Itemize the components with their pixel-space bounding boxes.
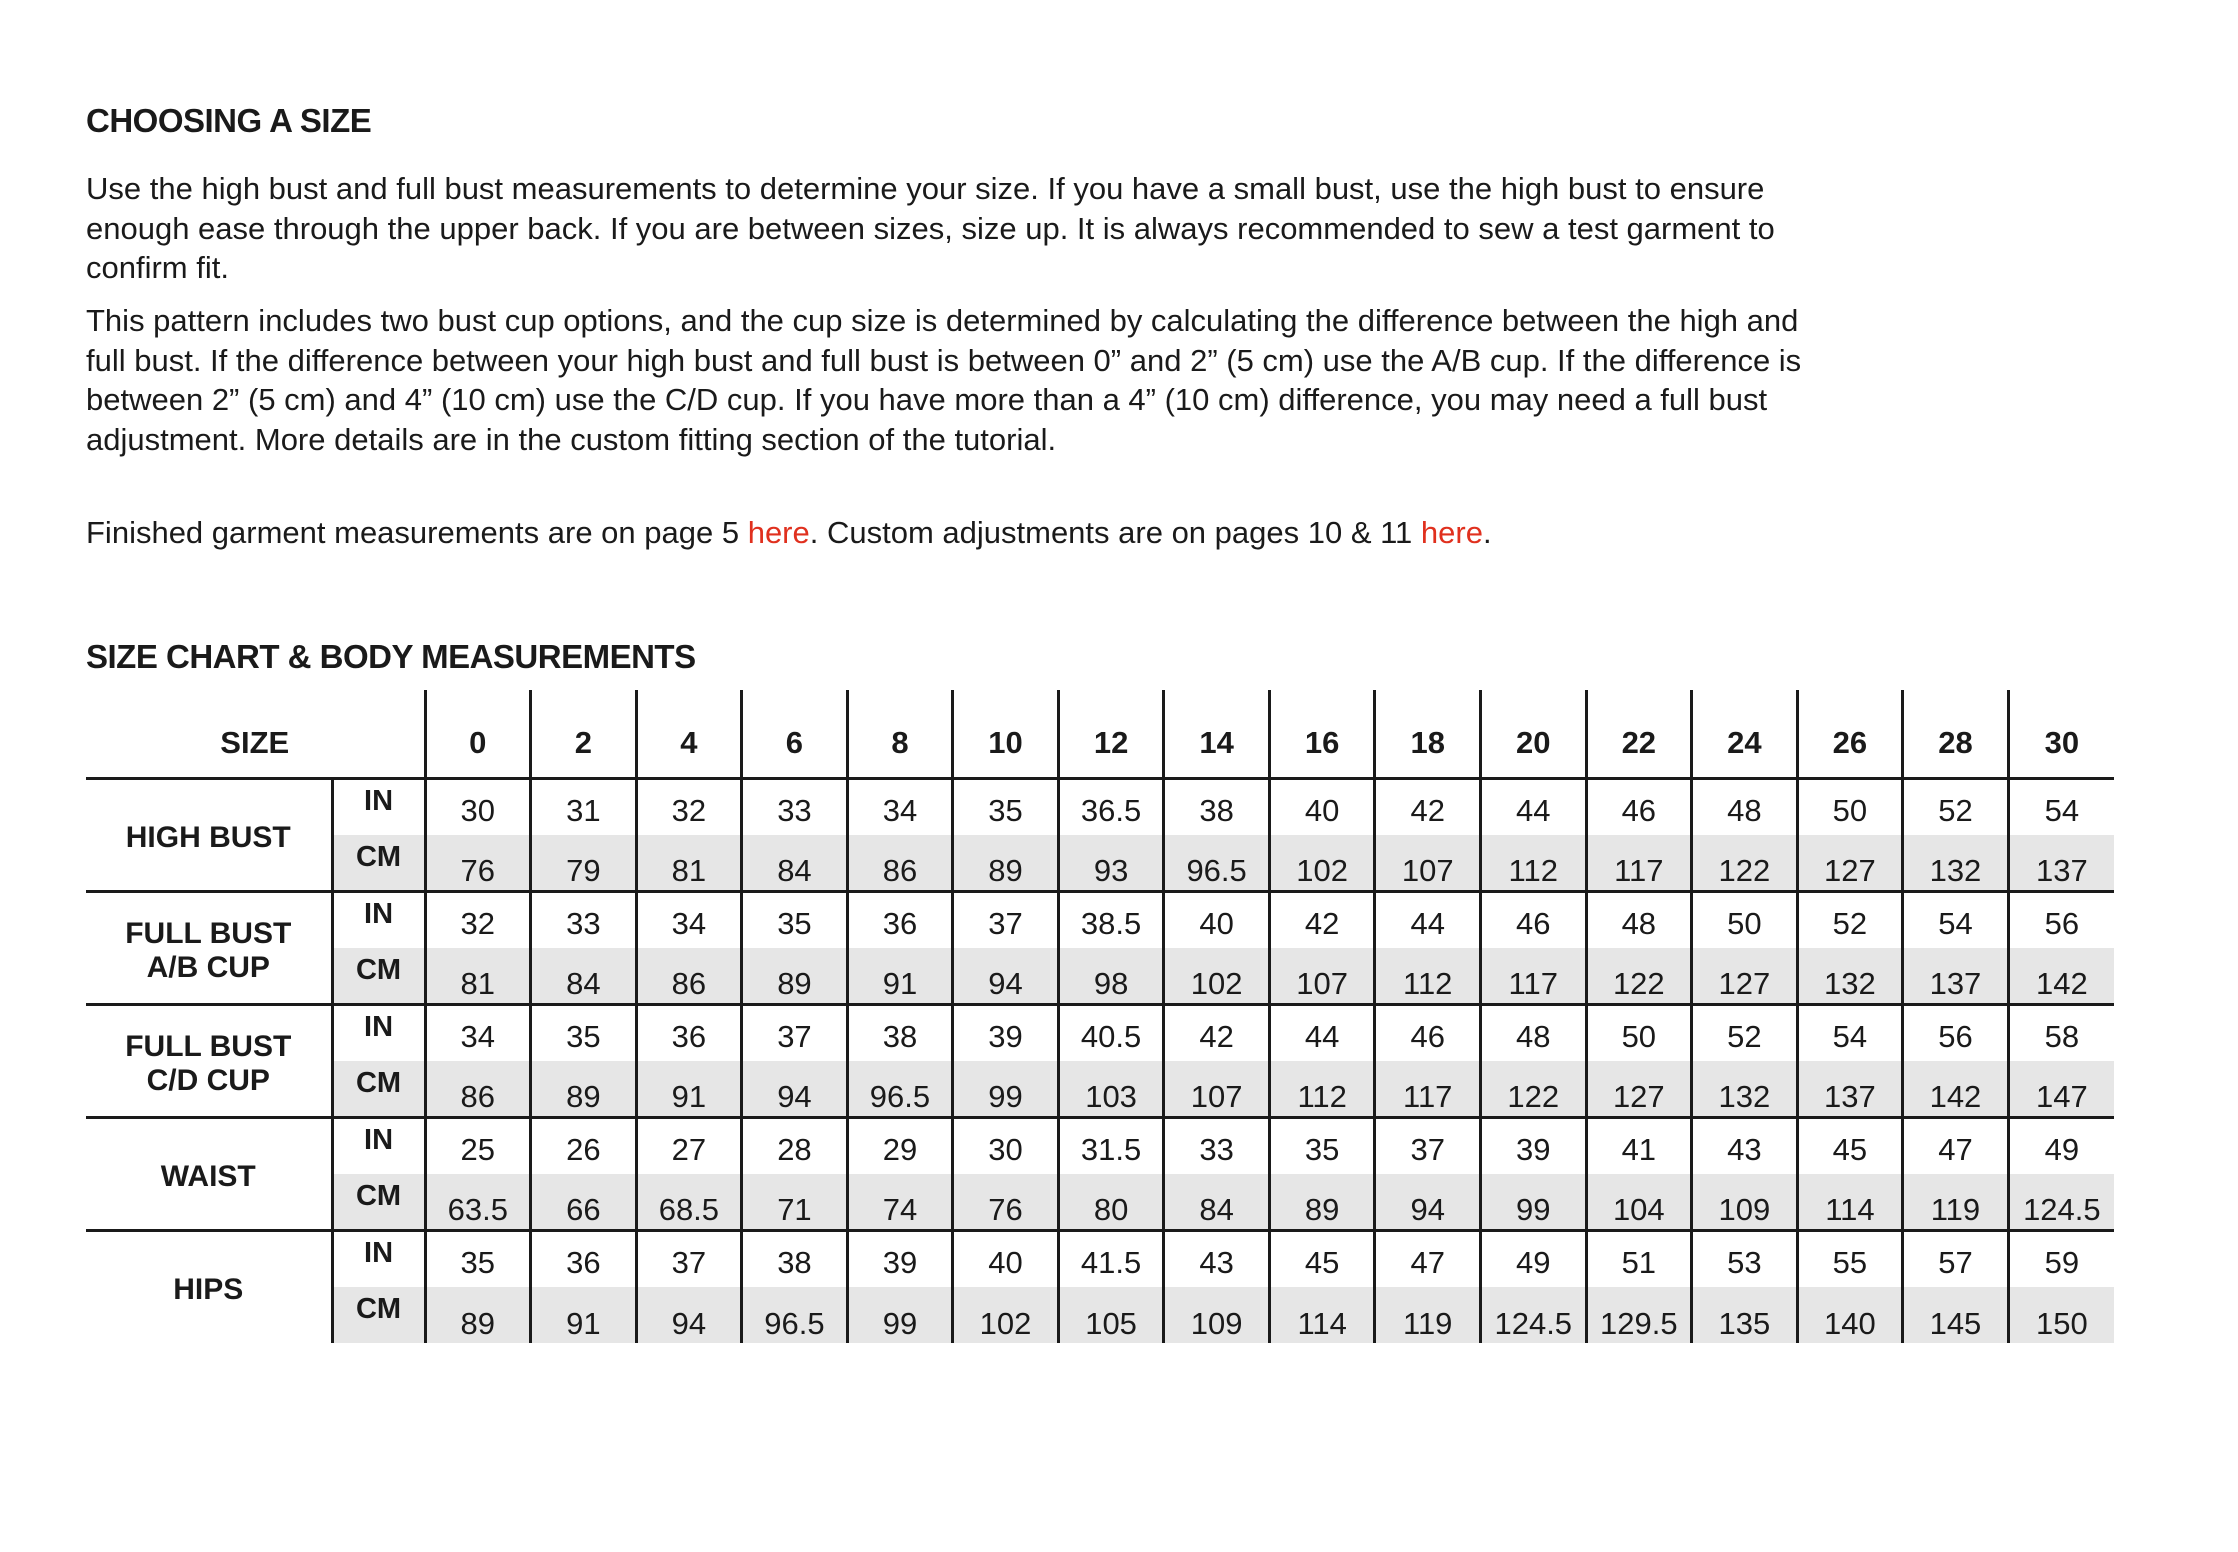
- measurement-value: 105: [1058, 1287, 1164, 1344]
- measurement-value: 107: [1164, 1061, 1270, 1118]
- measurement-value: 38: [742, 1230, 848, 1287]
- measurement-value: 35: [742, 891, 848, 948]
- measurement-value: 40: [953, 1230, 1059, 1287]
- measurement-value: 150: [2008, 1287, 2114, 1344]
- size-header-cell: 30: [2008, 690, 2114, 778]
- measurement-value: 58: [2008, 1004, 2114, 1061]
- measurement-value: 137: [1903, 948, 2009, 1005]
- measurement-value: 135: [1692, 1287, 1798, 1344]
- measurement-value: 46: [1375, 1004, 1481, 1061]
- measurement-value: 81: [425, 948, 531, 1005]
- measurement-value: 40: [1269, 778, 1375, 835]
- measurement-value: 34: [847, 778, 953, 835]
- size-header-cell: 24: [1692, 690, 1798, 778]
- measurement-value: 114: [1269, 1287, 1375, 1344]
- reference-paragraph: [86, 513, 1806, 553]
- unit-label-in: IN: [332, 891, 425, 948]
- measurement-value: 25: [425, 1117, 531, 1174]
- measurement-value: 37: [1375, 1117, 1481, 1174]
- measurement-value: 96.5: [847, 1061, 953, 1118]
- measurement-value: 109: [1164, 1287, 1270, 1344]
- size-header-cell: 6: [742, 690, 848, 778]
- measurement-value: 41: [1586, 1117, 1692, 1174]
- measurement-value: 42: [1375, 778, 1481, 835]
- measurement-value: 91: [636, 1061, 742, 1118]
- measurement-value: 147: [2008, 1061, 2114, 1118]
- unit-label-in: IN: [332, 1004, 425, 1061]
- measurement-value: 51: [1586, 1230, 1692, 1287]
- measurement-value: 54: [2008, 778, 2114, 835]
- measurement-value: 59: [2008, 1230, 2114, 1287]
- measurement-value: 76: [953, 1174, 1059, 1231]
- measurement-value: 52: [1692, 1004, 1798, 1061]
- measurement-value: 132: [1692, 1061, 1798, 1118]
- measurement-value: 107: [1375, 835, 1481, 892]
- measurement-row: [86, 1287, 2114, 1344]
- measurement-value: 30: [425, 778, 531, 835]
- measurement-value: 142: [1903, 1061, 2009, 1118]
- measurement-row: [86, 891, 2114, 948]
- measurement-value: 52: [1903, 778, 2009, 835]
- measurement-value: 86: [847, 835, 953, 892]
- measurement-value: 37: [742, 1004, 848, 1061]
- measurement-value: 96.5: [742, 1287, 848, 1344]
- measurement-value: 89: [953, 835, 1059, 892]
- measurement-value: 84: [742, 835, 848, 892]
- measurement-value: 63.5: [425, 1174, 531, 1231]
- measurement-value: 34: [425, 1004, 531, 1061]
- measurement-value: 57: [1903, 1230, 2009, 1287]
- measurement-value: 38: [847, 1004, 953, 1061]
- measurement-value: 122: [1480, 1061, 1586, 1118]
- measurement-value: 119: [1375, 1287, 1481, 1344]
- measurement-value: 129.5: [1586, 1287, 1692, 1344]
- measurement-value: 38: [1164, 778, 1270, 835]
- measurement-value: 44: [1480, 778, 1586, 835]
- measurement-value: 44: [1375, 891, 1481, 948]
- measurement-value: 48: [1692, 778, 1798, 835]
- measurement-value: 45: [1797, 1117, 1903, 1174]
- unit-label-cm: CM: [332, 1061, 425, 1118]
- measurement-value: 26: [531, 1117, 637, 1174]
- measurement-value: 54: [1797, 1004, 1903, 1061]
- measurement-value: 112: [1375, 948, 1481, 1005]
- measurement-value: 29: [847, 1117, 953, 1174]
- measurement-value: 81: [636, 835, 742, 892]
- measurement-value: 98: [1058, 948, 1164, 1005]
- measurement-value: 35: [953, 778, 1059, 835]
- measurement-value: 94: [742, 1061, 848, 1118]
- measurement-value: 76: [425, 835, 531, 892]
- measurement-value: 49: [2008, 1117, 2114, 1174]
- measurement-value: 32: [636, 778, 742, 835]
- measurement-value: 89: [531, 1061, 637, 1118]
- measurement-value: 33: [531, 891, 637, 948]
- measurement-value: 91: [531, 1287, 637, 1344]
- measurement-value: 112: [1269, 1061, 1375, 1118]
- size-chart-heading: SIZE CHART & BODY MEASUREMENTS: [86, 638, 696, 675]
- measurement-value: 43: [1692, 1117, 1798, 1174]
- measurement-value: 80: [1058, 1174, 1164, 1231]
- measurement-value: 32: [425, 891, 531, 948]
- measurement-value: 37: [636, 1230, 742, 1287]
- size-header-row: [86, 690, 2114, 778]
- measurement-value: 49: [1480, 1230, 1586, 1287]
- measurement-value: 36: [847, 891, 953, 948]
- measurement-value: 43: [1164, 1230, 1270, 1287]
- unit-label-cm: CM: [332, 1174, 425, 1231]
- measurement-value: 84: [531, 948, 637, 1005]
- measurement-value: 132: [1797, 948, 1903, 1005]
- measurement-value: 35: [531, 1004, 637, 1061]
- measurement-value: 38.5: [1058, 891, 1164, 948]
- measurement-label: [86, 1230, 332, 1343]
- measurement-value: 79: [531, 835, 637, 892]
- measurement-value: 86: [636, 948, 742, 1005]
- measurement-value: 122: [1586, 948, 1692, 1005]
- measurement-row: [86, 1004, 2114, 1061]
- size-header-cell: 10: [953, 690, 1059, 778]
- measurement-value: 84: [1164, 1174, 1270, 1231]
- size-header-cell: 12: [1058, 690, 1164, 778]
- measurement-row: [86, 1061, 2114, 1118]
- measurement-value: 50: [1586, 1004, 1692, 1061]
- size-header-cell: 18: [1375, 690, 1481, 778]
- measurement-value: 137: [1797, 1061, 1903, 1118]
- measurement-value: 124.5: [2008, 1174, 2114, 1231]
- measurement-value: 52: [1797, 891, 1903, 948]
- unit-label-cm: CM: [332, 835, 425, 892]
- reference-text-2: . Custom adjustments are on pages 10 & 11: [809, 515, 1421, 550]
- measurement-value: 142: [2008, 948, 2114, 1005]
- measurement-value: 89: [742, 948, 848, 1005]
- measurement-value: 46: [1586, 778, 1692, 835]
- measurement-value: 40.5: [1058, 1004, 1164, 1061]
- measurement-value: 137: [2008, 835, 2114, 892]
- measurement-value: 124.5: [1480, 1287, 1586, 1344]
- measurement-value: 68.5: [636, 1174, 742, 1231]
- measurement-value: 40: [1164, 891, 1270, 948]
- measurement-value: 107: [1269, 948, 1375, 1005]
- unit-label-in: IN: [332, 1230, 425, 1287]
- measurement-value: 42: [1269, 891, 1375, 948]
- measurement-value: 140: [1797, 1287, 1903, 1344]
- measurement-value: 39: [1480, 1117, 1586, 1174]
- measurement-value: 103: [1058, 1061, 1164, 1118]
- size-header-cell: 26: [1797, 690, 1903, 778]
- measurement-value: 30: [953, 1117, 1059, 1174]
- custom-adjustments-link[interactable]: here: [1420, 515, 1483, 550]
- measurement-value: 119: [1903, 1174, 2009, 1231]
- size-header-cell: 0: [425, 690, 531, 778]
- measurement-label: [86, 891, 332, 1004]
- measurement-value: 117: [1586, 835, 1692, 892]
- size-header-cell: 16: [1269, 690, 1375, 778]
- choosing-size-heading: CHOOSING A SIZE: [86, 102, 372, 139]
- measurement-value: 56: [1903, 1004, 2009, 1061]
- measurement-value: 94: [953, 948, 1059, 1005]
- measurement-value: 122: [1692, 835, 1798, 892]
- measurement-value: 102: [953, 1287, 1059, 1344]
- size-header-cell: 4: [636, 690, 742, 778]
- size-guidance-paragraph: Use the high bust and full bust measurements to determine your size. If you have a small bust, use the high bust to ensure enough ease through the upper back. If you are between sizes, size up. It is always recommended to sew a test garment to confirm fit.: [86, 171, 1775, 285]
- measurement-value: 99: [1480, 1174, 1586, 1231]
- measurement-value: 89: [425, 1287, 531, 1344]
- unit-label-in: IN: [332, 1117, 425, 1174]
- measurement-value: 99: [847, 1287, 953, 1344]
- size-chart-table: [86, 690, 2114, 1343]
- measurement-row: [86, 835, 2114, 892]
- measurement-value: 114: [1797, 1174, 1903, 1231]
- unit-label-cm: CM: [332, 948, 425, 1005]
- measurement-row: [86, 1117, 2114, 1174]
- size-header-cell: 22: [1586, 690, 1692, 778]
- measurement-value: 96.5: [1164, 835, 1270, 892]
- measurement-label: [86, 778, 332, 891]
- measurement-value: 94: [636, 1287, 742, 1344]
- measurement-value: 91: [847, 948, 953, 1005]
- measurement-value: 99: [953, 1061, 1059, 1118]
- measurement-value: 42: [1164, 1004, 1270, 1061]
- measurement-label-line1: WAIST: [160, 1159, 256, 1193]
- measurement-value: 46: [1480, 891, 1586, 948]
- measurement-row: [86, 1174, 2114, 1231]
- measurement-row: [86, 778, 2114, 835]
- finished-measurements-link[interactable]: here: [747, 515, 810, 550]
- measurement-value: 127: [1692, 948, 1798, 1005]
- unit-label-cm: CM: [332, 1287, 425, 1344]
- measurement-label-line1: HIGH BUST: [125, 820, 291, 854]
- measurement-value: 50: [1797, 778, 1903, 835]
- measurement-label-line1: HIPS: [173, 1273, 244, 1307]
- measurement-value: 102: [1164, 948, 1270, 1005]
- measurement-value: 35: [425, 1230, 531, 1287]
- cup-size-paragraph: This pattern includes two bust cup options, and the cup size is determined by calculating the difference between the high and full bust. If the difference between your high bust and full bust is between 0” and 2” (5 cm) use the A/B cup. If the difference is between 2” (5 cm) and 4” (10 cm) use the C/D cup. If you have more than a 4” (10 cm) difference, you may need a full bust adjustment. More details are in the custom fitting section of the tutorial.: [86, 303, 1802, 457]
- measurement-value: 117: [1375, 1061, 1481, 1118]
- measurement-label-line2: C/D CUP: [146, 1063, 270, 1097]
- measurement-value: 33: [1164, 1117, 1270, 1174]
- measurement-value: 41.5: [1058, 1230, 1164, 1287]
- measurement-value: 47: [1375, 1230, 1481, 1287]
- measurement-value: 112: [1480, 835, 1586, 892]
- measurement-value: 54: [1903, 891, 2009, 948]
- measurement-value: 48: [1586, 891, 1692, 948]
- measurement-value: 117: [1480, 948, 1586, 1005]
- measurement-label: [86, 1117, 332, 1230]
- measurement-value: 35: [1269, 1117, 1375, 1174]
- size-header-cell: 28: [1903, 690, 2009, 778]
- measurement-value: 36: [531, 1230, 637, 1287]
- measurement-value: 89: [1269, 1174, 1375, 1231]
- size-header-cell: 20: [1480, 690, 1586, 778]
- size-header-cell: 2: [531, 690, 637, 778]
- measurement-value: 36: [636, 1004, 742, 1061]
- measurement-value: 86: [425, 1061, 531, 1118]
- reference-text-1: Finished garment measurements are on page 5: [86, 515, 748, 550]
- measurement-value: 45: [1269, 1230, 1375, 1287]
- measurement-value: 127: [1797, 835, 1903, 892]
- measurement-value: 74: [847, 1174, 953, 1231]
- measurement-value: 53: [1692, 1230, 1798, 1287]
- measurement-value: 56: [2008, 891, 2114, 948]
- size-header-cell: 14: [1164, 690, 1270, 778]
- measurement-value: 50: [1692, 891, 1798, 948]
- measurement-value: 34: [636, 891, 742, 948]
- measurement-label-line1: FULL BUST: [125, 1029, 292, 1063]
- measurement-value: 39: [847, 1230, 953, 1287]
- measurement-value: 94: [1375, 1174, 1481, 1231]
- measurement-value: 33: [742, 778, 848, 835]
- reference-text-3: .: [1482, 515, 1492, 550]
- measurement-value: 132: [1903, 835, 2009, 892]
- measurement-value: 71: [742, 1174, 848, 1231]
- size-column-header: SIZE: [86, 690, 425, 778]
- measurement-value: 66: [531, 1174, 637, 1231]
- measurement-label: [86, 1004, 332, 1117]
- measurement-label-line1: FULL BUST: [125, 916, 292, 950]
- measurement-value: 104: [1586, 1174, 1692, 1231]
- measurement-value: 37: [953, 891, 1059, 948]
- measurement-value: 127: [1586, 1061, 1692, 1118]
- measurement-value: 145: [1903, 1287, 2009, 1344]
- measurement-value: 44: [1269, 1004, 1375, 1061]
- measurement-value: 93: [1058, 835, 1164, 892]
- measurement-label-line2: A/B CUP: [146, 950, 270, 984]
- measurement-value: 31.5: [1058, 1117, 1164, 1174]
- measurement-row: [86, 1230, 2114, 1287]
- measurement-value: 102: [1269, 835, 1375, 892]
- measurement-value: 109: [1692, 1174, 1798, 1231]
- measurement-value: 27: [636, 1117, 742, 1174]
- measurement-value: 47: [1903, 1117, 2009, 1174]
- measurement-value: 36.5: [1058, 778, 1164, 835]
- measurement-value: 39: [953, 1004, 1059, 1061]
- measurement-value: 28: [742, 1117, 848, 1174]
- unit-label-in: IN: [332, 778, 425, 835]
- measurement-value: 31: [531, 778, 637, 835]
- measurement-row: [86, 948, 2114, 1005]
- size-header-cell: 8: [847, 690, 953, 778]
- measurement-value: 48: [1480, 1004, 1586, 1061]
- measurement-value: 55: [1797, 1230, 1903, 1287]
